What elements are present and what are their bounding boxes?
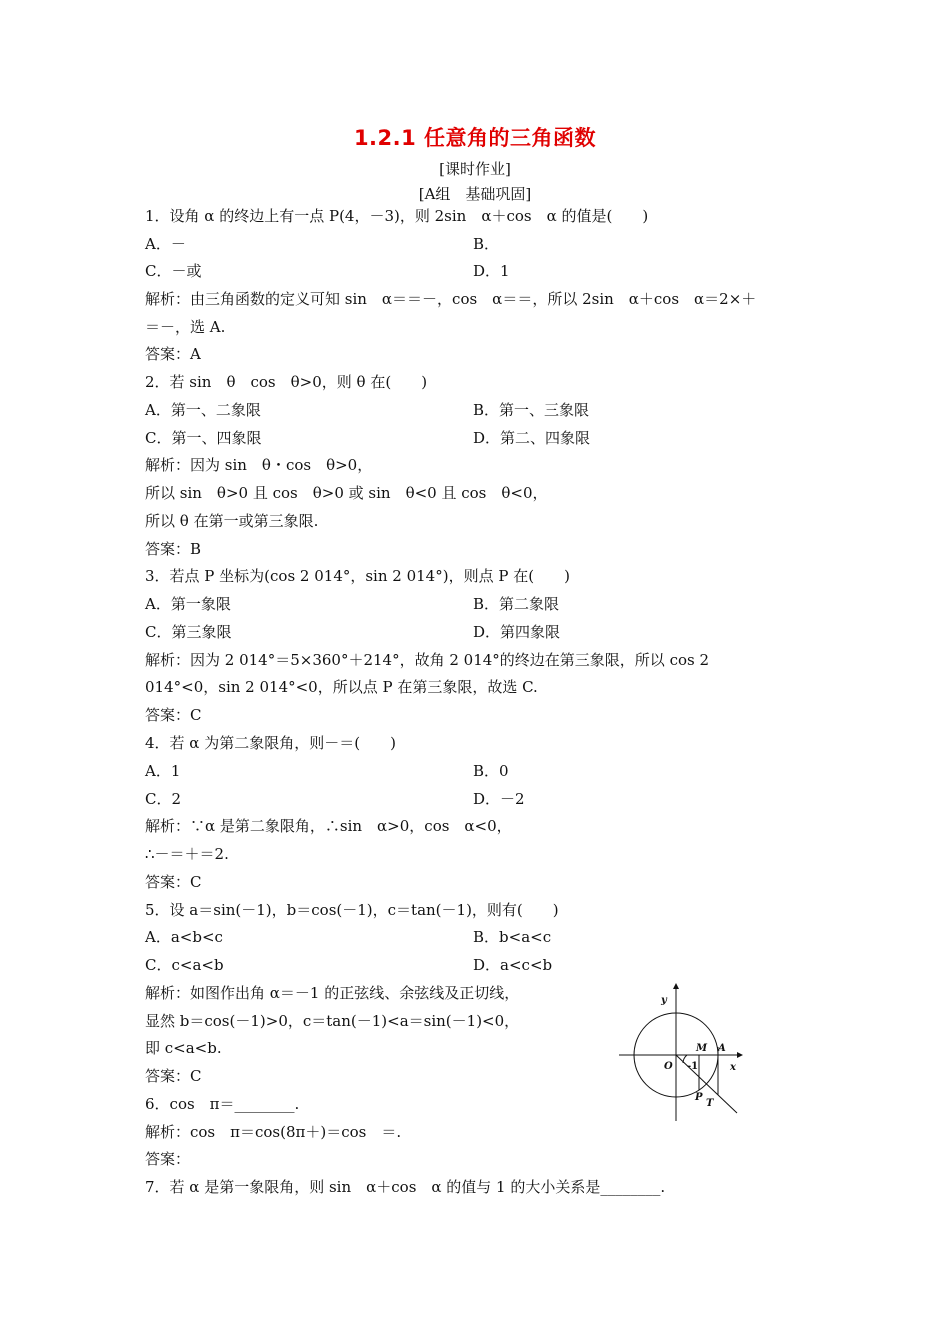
answer-text: 答案： [145, 1150, 191, 1168]
option-b: B． [473, 235, 500, 253]
question-5: 5．设 a＝sin(－1)，b＝cos(－1)，c＝tan(－1)，则有( ) [145, 901, 559, 919]
subtitle: [课时作业] [439, 160, 511, 178]
option-a: A．－ [145, 235, 186, 253]
x-axis-label: x [730, 1062, 736, 1073]
solution-text: 解析：cos π＝cos(8π＋)＝cos ＝. [145, 1123, 402, 1141]
option-c: C．c<a<b [145, 956, 224, 974]
group-heading: [A组 基础巩固] [418, 185, 532, 203]
option-a: A．第一、二象限 [145, 401, 261, 419]
y-axis-label: y [661, 995, 667, 1006]
option-d: D．a<c<b [473, 956, 553, 974]
solution-text: 即 c<a<b. [145, 1039, 222, 1057]
point-a-label: A [718, 1043, 726, 1054]
solution-text: 解析：因为 2 014°＝5×360°＋214°，故角 2 014°的终边在第三象限，所以 cos 2 [145, 651, 710, 669]
answer-text: 答案：A [145, 345, 201, 363]
option-b: B．第二象限 [473, 595, 560, 613]
option-b: B．0 [473, 762, 509, 780]
option-b: B．第一、三象限 [473, 401, 590, 419]
answer-text: 答案：B [145, 540, 202, 558]
solution-text: 所以 sin θ>0 且 cos θ>0 或 sin θ<0 且 cos θ<0， [145, 484, 548, 502]
question-6: 6．cos π＝________. [145, 1095, 300, 1113]
option-d: D．第四象限 [473, 623, 561, 641]
unit-circle-diagram [617, 983, 743, 1121]
solution-text: 解析：由三角函数的定义可知 sin α＝＝－，cos α＝＝，所以 2sin α＋cos α＝2×＋ [145, 290, 757, 308]
point-m-label: M [696, 1043, 708, 1054]
question-2: 2．若 sin θ cos θ>0，则 θ 在( ) [145, 373, 428, 391]
solution-text: ＝－，选 A. [145, 318, 226, 336]
option-d: D．－2 [473, 790, 525, 808]
option-a: A．第一象限 [145, 595, 231, 613]
question-1: 1．设角 α 的终边上有一点 P(4，－3)，则 2sin α＋cos α 的值是( ) [145, 207, 649, 225]
point-p-label: P [695, 1092, 703, 1103]
solution-text: 显然 b＝cos(－1)>0，c＝tan(－1)<a＝sin(－1)<0， [145, 1012, 520, 1030]
origin-label: O [664, 1061, 673, 1072]
answer-text: 答案：C [145, 873, 202, 891]
solution-text: 解析：如图作出角 α＝－1 的正弦线、余弦线及正切线， [145, 984, 520, 1002]
option-c: C．2 [145, 790, 182, 808]
option-b: B．b<a<c [473, 928, 552, 946]
question-4: 4．若 α 为第二象限角，则－＝( ) [145, 734, 396, 752]
option-c: C．－或 [145, 262, 202, 280]
question-7: 7．若 α 是第一象限角，则 sin α＋cos α 的值与 1 的大小关系是________. [145, 1178, 666, 1196]
unit-circle-figure [617, 983, 743, 1121]
page-title: 1.2.1 任意角的三角函数 [353, 126, 597, 150]
answer-text: 答案：C [145, 706, 202, 724]
solution-text: 所以 θ 在第一或第三象限. [145, 512, 319, 530]
question-3: 3．若点 P 坐标为(cos 2 014°，sin 2 014°)，则点 P 在( ) [145, 567, 570, 585]
point-t-label: T [706, 1098, 714, 1109]
option-c: C．第一、四象限 [145, 429, 262, 447]
x-axis-arrow-icon [737, 1052, 743, 1058]
solution-text: 解析：∵α 是第二象限角，∴sin α>0，cos α<0， [145, 817, 512, 835]
option-a: A．a<b<c [145, 928, 223, 946]
y-axis-arrow-icon [673, 983, 679, 989]
solution-text: ∴－＝＋＝2. [145, 845, 229, 863]
option-d: D．第二、四象限 [473, 429, 591, 447]
option-c: C．第三象限 [145, 623, 232, 641]
angle-label: -1 [687, 1061, 699, 1072]
answer-text: 答案：C [145, 1067, 202, 1085]
solution-text: 解析：因为 sin θ・cos θ>0， [145, 456, 373, 474]
solution-text: 014°<0，sin 2 014°<0，所以点 P 在第三象限，故选 C. [145, 678, 538, 696]
option-d: D．1 [473, 262, 510, 280]
option-a: A．1 [145, 762, 181, 780]
